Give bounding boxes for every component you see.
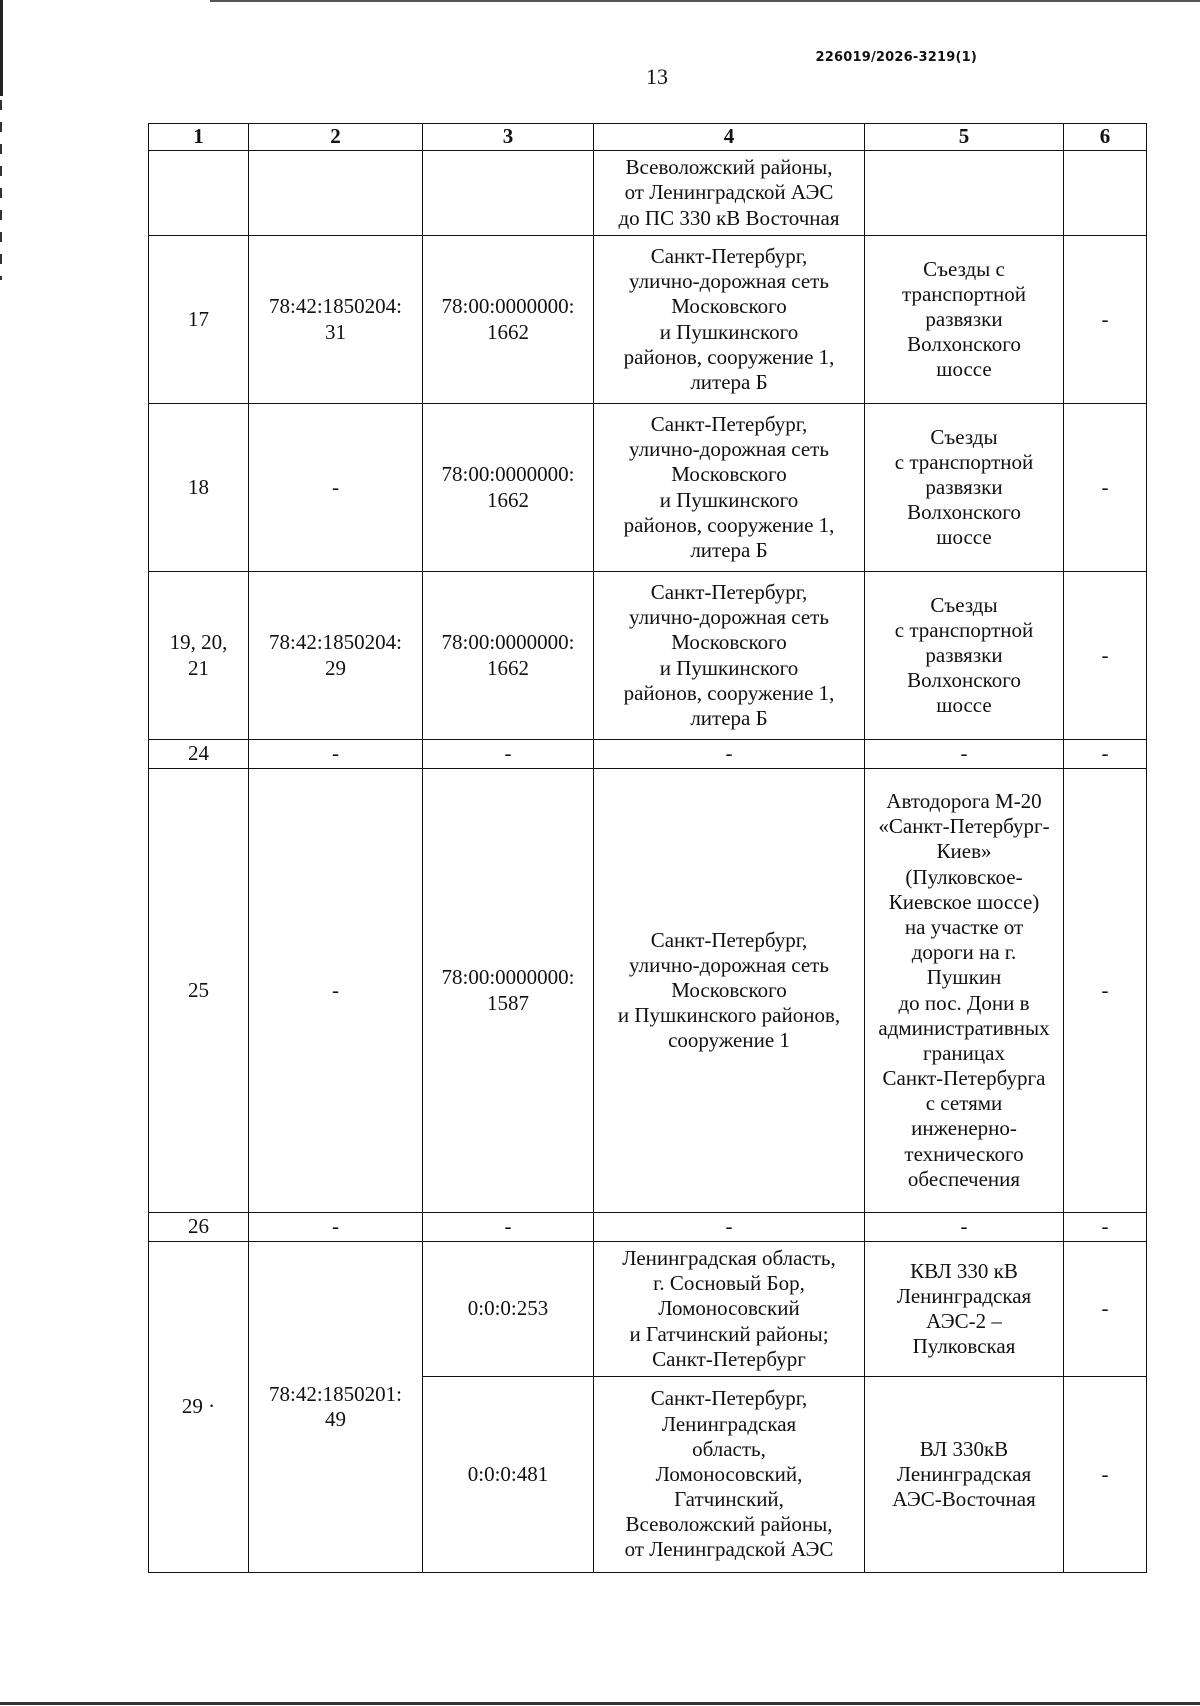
table-row: [149, 151, 1147, 236]
notes-cell: -: [1064, 769, 1147, 1213]
notes-cell: -: [1064, 1377, 1147, 1573]
table-row: [149, 1242, 1147, 1377]
object-name-cell: ВЛ 330кВ Ленинградская АЭС-Восточная: [865, 1377, 1064, 1573]
object-cadastral-cell: 0:0:0:253: [423, 1242, 594, 1377]
address-cell: Санкт-Петербург, улично-дорожная сеть Московского и Пушкинского районов, сооружение 1: [594, 769, 865, 1213]
address-cell: Санкт-Петербург, Ленинградская область, Ломоносовский, Гатчинский, Всеволожский районы, от Ленинградской АЭС: [594, 1377, 865, 1573]
object-name-cell: [865, 151, 1064, 236]
object-cadastral-cell: 78:00:0000000: 1662: [423, 572, 594, 740]
row-number-cell: 26: [149, 1213, 249, 1242]
row-number-cell: 25: [149, 769, 249, 1213]
document-number: 226019/2026-3219(1): [815, 50, 977, 65]
table-row: [149, 572, 1147, 740]
column-header-3: 3: [423, 124, 594, 151]
object-cadastral-cell: -: [423, 740, 594, 769]
object-cadastral-cell: -: [423, 1213, 594, 1242]
column-header-4: 4: [594, 124, 865, 151]
object-cadastral-cell: [423, 151, 594, 236]
object-name-cell: Съезды с транспортной развязки Волхонского шоссе: [865, 572, 1064, 740]
table-row: [149, 1213, 1147, 1242]
land-cadastral-cell: 78:42:1850204: 29: [249, 572, 423, 740]
land-cadastral-cell: -: [249, 769, 423, 1213]
table-row: [149, 740, 1147, 769]
land-cadastral-cell: -: [249, 1213, 423, 1242]
notes-cell: -: [1064, 740, 1147, 769]
land-cadastral-cell: -: [249, 740, 423, 769]
scan-edge-mark: [0, 0, 3, 96]
row-number-cell: 29 ·: [149, 1242, 249, 1573]
address-cell: -: [594, 740, 865, 769]
table-row: [149, 404, 1147, 572]
address-cell: Ленинградская область, г. Сосновый Бор, Ломоносовский и Гатчинский районы; Санкт-Петербург: [594, 1242, 865, 1377]
column-header-6: 6: [1064, 124, 1147, 151]
address-cell: Санкт-Петербург, улично-дорожная сеть Московского и Пушкинского районов, сооружение 1, литера Б: [594, 236, 865, 404]
land-cadastral-cell: [249, 151, 423, 236]
notes-cell: -: [1064, 1242, 1147, 1377]
registry-table: [148, 123, 1147, 1573]
address-cell: Санкт-Петербург, улично-дорожная сеть Московского и Пушкинского районов, сооружение 1, литера Б: [594, 572, 865, 740]
land-cadastral-cell: -: [249, 404, 423, 572]
row-number-cell: 17: [149, 236, 249, 404]
land-cadastral-cell: 78:42:1850201: 49: [249, 1242, 423, 1573]
object-cadastral-cell: 78:00:0000000: 1587: [423, 769, 594, 1213]
table-row: [149, 769, 1147, 1213]
object-name-cell: КВЛ 330 кВ Ленинградская АЭС-2 – Пулковская: [865, 1242, 1064, 1377]
object-name-cell: Съезды с транспортной развязки Волхонского шоссе: [865, 404, 1064, 572]
row-number-cell: 19, 20, 21: [149, 572, 249, 740]
address-cell: -: [594, 1213, 865, 1242]
scan-bottom-edge: [0, 1702, 1200, 1705]
object-name-cell: -: [865, 740, 1064, 769]
notes-cell: -: [1064, 404, 1147, 572]
row-number-cell: [149, 151, 249, 236]
column-header-2: 2: [249, 124, 423, 151]
land-cadastral-cell: 78:42:1850204: 31: [249, 236, 423, 404]
object-name-cell: -: [865, 1213, 1064, 1242]
notes-cell: -: [1064, 572, 1147, 740]
scan-edge-mark: [0, 100, 2, 280]
notes-cell: -: [1064, 236, 1147, 404]
object-name-cell: Съезды с транспортной развязки Волхонского шоссе: [865, 236, 1064, 404]
object-name-cell: Автодорога М-20 «Санкт-Петербург- Киев» (Пулковское- Киевское шоссе) на участке от дороги на г. Пушкин до пос. Дони в административных границах Санкт-Петербурга с сетями инженерно- технического обеспечения: [865, 769, 1064, 1213]
column-header-5: 5: [865, 124, 1064, 151]
address-cell: Санкт-Петербург, улично-дорожная сеть Московского и Пушкинского районов, сооружение 1, литера Б: [594, 404, 865, 572]
address-cell: Всеволожский районы, от Ленинградской АЭС до ПС 330 кВ Восточная: [594, 151, 865, 236]
notes-cell: [1064, 151, 1147, 236]
notes-cell: -: [1064, 1213, 1147, 1242]
object-cadastral-cell: 78:00:0000000: 1662: [423, 236, 594, 404]
table-header-row: [149, 124, 1147, 151]
scan-top-edge: [210, 0, 1200, 2]
page-number: 13: [646, 64, 668, 89]
row-number-cell: 18: [149, 404, 249, 572]
column-header-1: 1: [149, 124, 249, 151]
table-row: [149, 236, 1147, 404]
row-number-cell: 24: [149, 740, 249, 769]
object-cadastral-cell: 0:0:0:481: [423, 1377, 594, 1573]
object-cadastral-cell: 78:00:0000000: 1662: [423, 404, 594, 572]
